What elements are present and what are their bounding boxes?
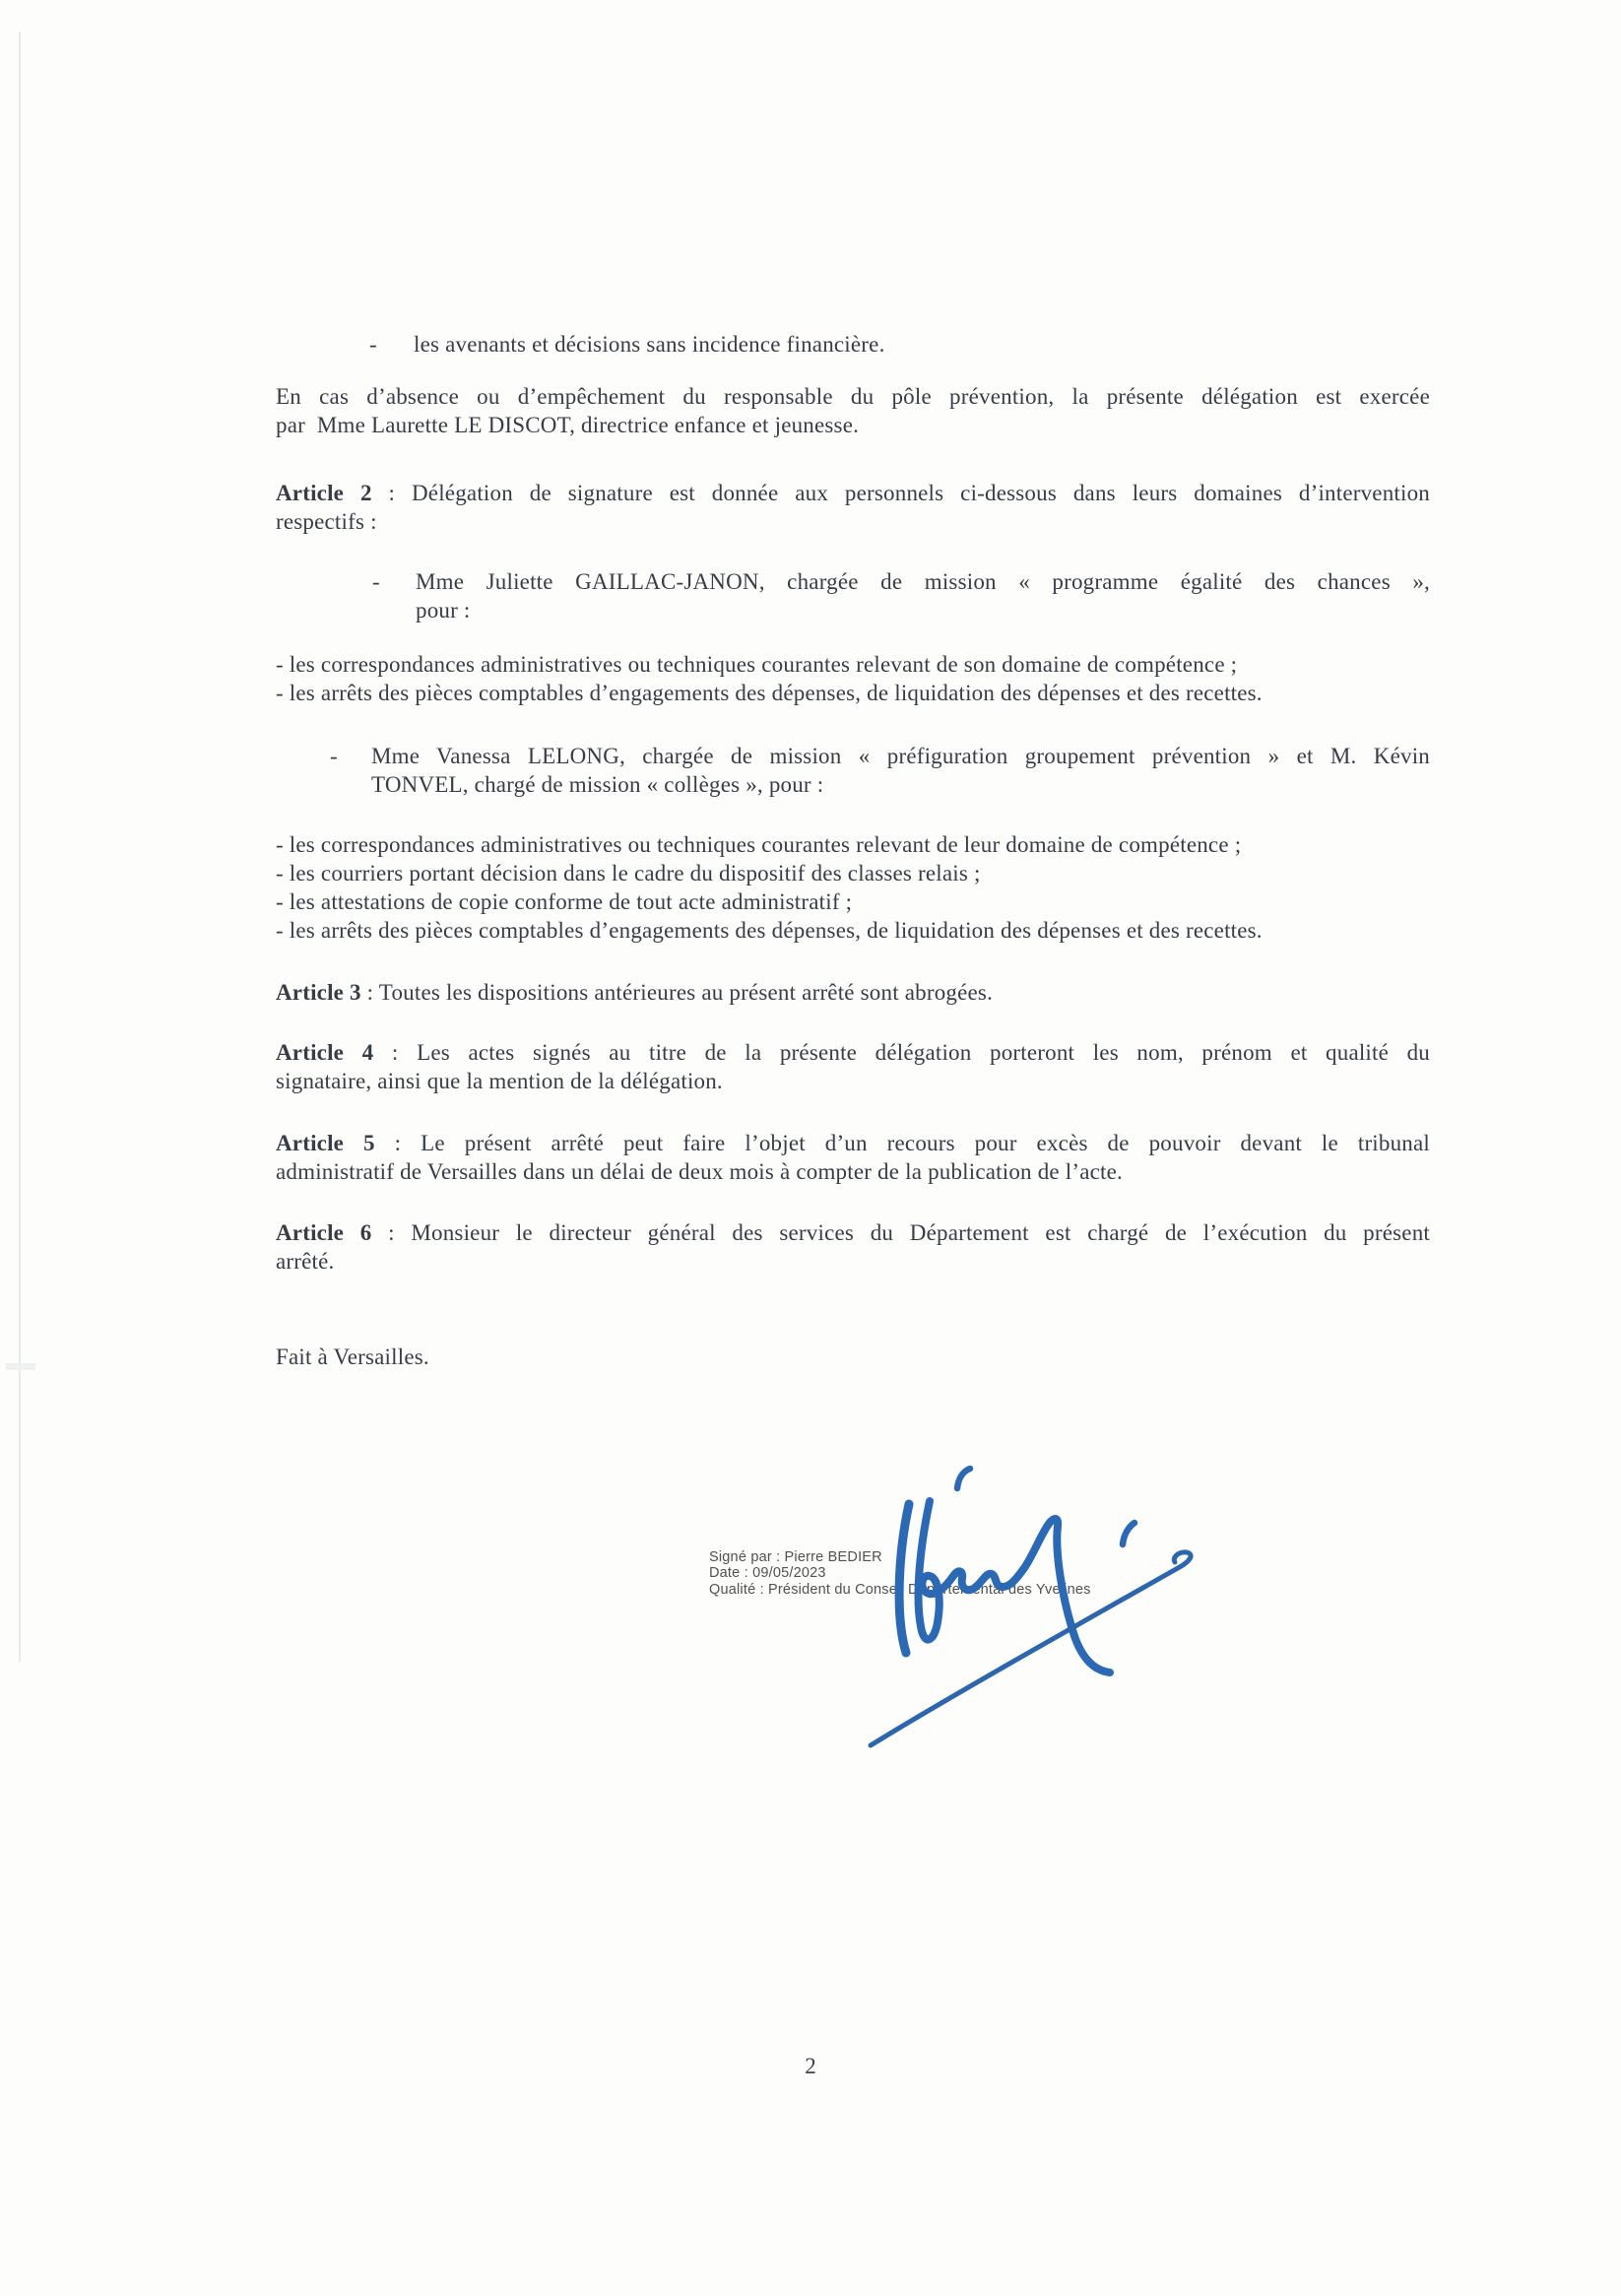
article-6 <box>276 1218 1430 1276</box>
list-juliette <box>276 650 1458 707</box>
article-5-label: Article 5 <box>276 1131 375 1155</box>
article-2-text: : Délégation de signature est donnée aux personnels ci-dessous dans leurs domaines d’intervention <box>371 481 1430 505</box>
bullet-juliette-line2: pour : <box>416 598 471 623</box>
paragraph-en-cas <box>276 382 1430 439</box>
bullet-dash: - <box>372 569 380 594</box>
article-2 <box>276 479 1430 536</box>
article-2-line1 <box>276 479 1430 507</box>
article-4-label: Article 4 <box>276 1040 374 1065</box>
closing-place-line: Fait à Versailles. <box>276 1345 429 1369</box>
bullet-dash: - <box>369 332 377 357</box>
article-2-line2: respectifs : <box>276 509 377 534</box>
article-5-line2: administratif de Versailles dans un délai de deux mois à compter de la publication de l’acte. <box>276 1159 1123 1184</box>
list-item: - les attestations de copie conforme de tout acte administratif ; <box>276 889 853 914</box>
article-5 <box>276 1129 1430 1186</box>
article-4 <box>276 1038 1430 1095</box>
list-item: - les correspondances administratives ou techniques courantes relevant de leur domaine de compétence ; <box>276 832 1242 857</box>
paragraph-en-cas-line2: par Mme Laurette LE DISCOT, directrice enfance et jeunesse. <box>276 413 860 437</box>
list-item: - les courriers portant décision dans le cadre du dispositif des classes relais ; <box>276 861 981 886</box>
list-item: - les arrêts des pièces comptables d’engagements des dépenses, de liquidation des dépenses et des recettes. <box>276 918 1263 943</box>
article-4-text: : Les actes signés au titre de la présente délégation porteront les nom, prénom et qualité du <box>373 1040 1430 1065</box>
article-4-line2: signataire, ainsi que la mention de la délégation. <box>276 1069 723 1093</box>
bullet-item-juliette <box>416 567 1430 624</box>
article-4-line1 <box>276 1038 1430 1067</box>
bullet-vanessa-line2: TONVEL, chargé de mission « collèges », pour : <box>371 772 824 797</box>
article-6-line1 <box>276 1218 1430 1247</box>
signature-apostrophe-right <box>1123 1523 1135 1544</box>
list-vanessa <box>276 830 1458 945</box>
article-3-text: : Toutes les dispositions antérieures au présent arrêté sont abrogées. <box>360 980 994 1005</box>
scan-smudge-artifact <box>6 1363 35 1370</box>
bullet-vanessa-line1: Mme Vanessa LELONG, chargée de mission « préfiguration groupement prévention » et M. Kévin <box>371 744 1430 768</box>
article-5-line1 <box>276 1129 1430 1157</box>
signature-apostrophe-left <box>957 1469 970 1488</box>
bullet-item-avenants: les avenants et décisions sans incidence financière. <box>414 332 885 357</box>
signature-signed-by: Signé par : Pierre BEDIER <box>709 1549 882 1565</box>
page-number: 2 <box>805 2054 816 2078</box>
article-3 <box>276 978 993 1007</box>
signature-quality: Qualité : Président du Conseil Départemental des Yvelines <box>709 1581 1091 1598</box>
scan-edge-artifact <box>19 32 21 1662</box>
bullet-juliette-line1: Mme Juliette GAILLAC-JANON, chargée de mission « programme égalité des chances », <box>416 569 1430 594</box>
signature-date: Date : 09/05/2023 <box>709 1565 826 1582</box>
bullet-item-vanessa <box>371 742 1430 799</box>
list-item: - les arrêts des pièces comptables d’engagements des dépenses, de liquidation des dépenses et des recettes. <box>276 681 1263 705</box>
article-6-text: : Monsieur le directeur général des services du Département est chargé de l’exécution du présent <box>371 1220 1430 1245</box>
signature-caption <box>709 1549 1091 1598</box>
article-2-label: Article 2 <box>276 481 372 505</box>
article-5-text: : Le présent arrêté peut faire l’objet d’un recours pour excès de pouvoir devant le tribunal <box>374 1131 1430 1155</box>
article-6-line2: arrêté. <box>276 1249 335 1274</box>
bullet-dash: - <box>330 744 338 768</box>
list-item: - les correspondances administratives ou techniques courantes relevant de son domaine de compétence ; <box>276 652 1238 677</box>
article-6-label: Article 6 <box>276 1220 372 1245</box>
paragraph-en-cas-line1: En cas d’absence ou d’empêchement du responsable du pôle prévention, la présente délégation est exercée <box>276 384 1430 409</box>
article-3-label: Article 3 <box>276 980 361 1005</box>
